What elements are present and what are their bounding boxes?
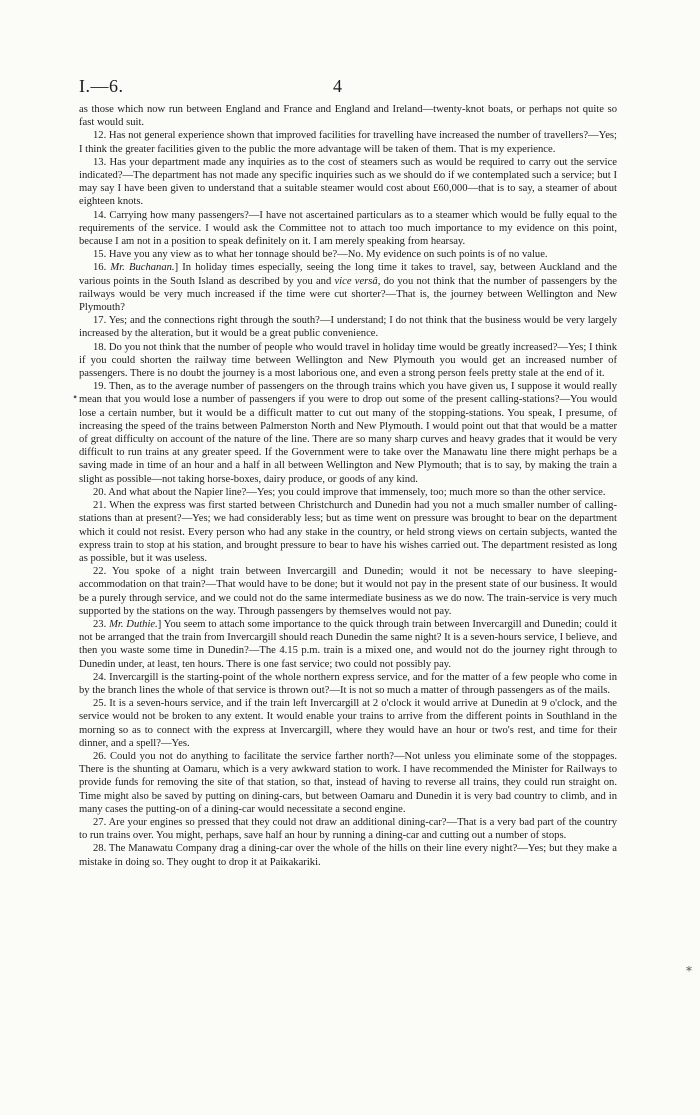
paragraph-q23: 23. Mr. Duthie.] You seem to attach some importance to the quick through train between Invercargill and Dunedin; could it not be arranged that the train from Invercargill should reach Dunedin the same night? It is a seven-hours service, I believe, and then you waste some time in Dunedin?—The 4.15 p.m. train is a mixed one, and would not do the journey right through to Dunedin under, at least, ten hours. There is one fast service; two could not possibly pay. bbox=[79, 618, 617, 670]
paragraph-text: You seem to attach some importance to the quick through train between Invercargill and Dunedin; could it not be arranged that the train from Invercargill should reach Dunedin the same night? It is a seven-hours service, I believe, and then you waste some time in Dunedin?—The 4.15 p.m. train is a mixed one, and would not do the journey right through to Dunedin under, at least, ten hours. There is one fast service; two could not possibly pay. bbox=[79, 618, 617, 670]
paragraph-q17: 17. Yes; and the connections right through the south?—I understand; I do not think that the business would be very largely increased by the alteration, but it would be a great public convenience. bbox=[79, 315, 617, 340]
paragraph-q16: 16. Mr. Buchanan.] In holiday times especially, seeing the long time it takes to travel, say, between Auckland and the various points in the South Island as described by you and vice versâ, do you not think that the number of passengers by the railways would be very much increased if the time were cut shorter?—That is, the journey between Wellington and New Plymouth? bbox=[79, 262, 618, 314]
margin-mark: • bbox=[73, 390, 78, 404]
question-number: 23. bbox=[93, 618, 107, 630]
paragraph-text: In holiday times especially, seeing the long time it takes to travel, say, between Auckland and the various points in the South Island as described by you and bbox=[79, 262, 617, 287]
paragraph-text: do you not think that the number of passengers by the railways would be very much increased if the time were cut shorter?—That is, the journey between Wellington and New Plymouth? bbox=[79, 275, 618, 314]
document-body bbox=[79, 103, 617, 869]
paragraph-q25: 25. It is a seven-hours service, and if the train left Invercargill at 2 o'clock it would arrive at Dunedin at 9 o'clock, and the service would not be broken to any extent. It would enable your trains to arrive from the different points in Southland in the morning so as to connect with the express at Invercargill, where they would have an hour or two's rest, and time for their dinner, and a spell?—Yes. bbox=[79, 698, 617, 749]
paragraph-q22: 22. You spoke of a night train between Invercargill and Dunedin; would it not be necessary to have sleeping-accommodation on that train?—That would have to be done; but it would not pay in the present state of our business. It would be a purely through service, and we could not do the same intermediate business as we do now. The train-service is very much supported by the stations on the way. Through passengers by themselves would not pay. bbox=[79, 566, 617, 617]
question-number: 16. bbox=[93, 262, 107, 274]
speaker-name: Mr. Buchanan. bbox=[110, 262, 175, 274]
paragraph-q15: 15. Have you any view as to what her tonnage should be?—No. My evidence on such points is of no value. bbox=[93, 249, 548, 261]
page-number: 4 bbox=[333, 76, 342, 96]
paragraph-q24: 24. Invercargill is the starting-point of the whole northern express service, and for the matter of a few people who come in by the branch lines the whole of that service is thrown out?—It is not so much a matter of through passengers as of the mails. bbox=[79, 671, 617, 696]
paragraph-q14: 14. Carrying how many passengers?—I have not ascertained particulars as to a steamer which would be fully equal to the requirements of the service. I would ask the Committee not to attach too much importance to my evidence on this point, because I am not in a position to speak definitely on it. I am merely speaking from hearsay. bbox=[79, 209, 617, 248]
page-header bbox=[79, 76, 610, 98]
paragraph-q27: 27. Are your engines so pressed that they could not draw an additional dining-car?—That is a very bad part of the country to run trains over. You might, perhaps, save half an hour by running a dining-car and cutting out a number of stops. bbox=[79, 816, 617, 842]
italic-phrase: vice versâ, bbox=[334, 275, 381, 287]
paragraph-q21: 21. When the express was first started between Christchurch and Dunedin had you not a much smaller number of calling-stations than at present?—Yes; we had considerably less; but as time went on pressure was brought to bear on the department which it could not resist. Every person who had any stake in the country, or held strong views on certain subjects, wanted the express train to stop at his station, and brought pressure to bear to have his wishes carried out. The department resisted as long as possible, but it was useless. bbox=[79, 500, 617, 564]
margin-mark: ⁎ bbox=[686, 960, 692, 974]
paragraph-q18: 18. Do you not think that the number of people who would travel in holiday time would be greatly increased?—Yes; I think if you could shorten the railway time between Wellington and New Plymouth you would get an increased number of passengers. There is no doubt the journey is a most laborious one, and even a strong person feels pretty stale at the end of it. bbox=[79, 341, 617, 380]
paragraph-continuation: as those which now run between England and France and England and Ireland—twenty-knot boats, or perhaps not quite so fast would suit. bbox=[79, 104, 617, 129]
paragraph-q26: 26. Could you not do anything to facilitate the service farther north?—Not unless you eliminate some of the stoppages. There is the shunting at Oamaru, which is a very awkward station to work. I have recommended the Minister for Railways to provide funds for removing the site of that station, so that, instead of having to reverse all trains, they could run straight on. Time might also be saved by putting on dining-cars, but between Oamaru and Dunedin it is very bad country to climb, and in many cases the putting-on of a dining-car would necessitate a second engine. bbox=[79, 750, 617, 815]
paragraph-q19: 19. Then, as to the average number of passengers on the through trains which you have given us, I suppose it would really mean that you would lose a number of passengers if you were to drop out some of the present calling-stations?—You would lose a certain number, but it would be a difficult matter to cut out many of the stopping-stations. You speak, I presume, of increasing the speed of the trains between Palmerston North and New Plymouth. I would point out that that would be a matter of great difficulty on account of the nature of the line. There are so many sharp curves and heavy grades that it would be very difficult to run trains at any greater speed. If the Government were to take over the Manawatu line there might perhaps be a saving made in time of an hour and a half in all between Wellington and New Plymouth; that is to say, by making the train a slight as possible—not taking horse-boxes, dairy produce, or goods of any kind. bbox=[79, 381, 617, 485]
paragraph-q13: 13. Has your department made any inquiries as to the cost of steamers such as would be required to carry out the service indicated?—The department has not made any specific inquiries such as we should do if we contemplated such a service; but I may say I have been given to understand that a suitable steamer would cost about £60,000—that is to say, a steamer of about eighteen knots. bbox=[79, 156, 617, 208]
paragraph-q20: 20. And what about the Napier line?—Yes; you could improve that immensely, too; much more so than the other service. bbox=[93, 486, 606, 498]
paragraph-q28: 28. The Manawatu Company drag a dining-car over the whole of the hills on their line every night?—Yes; but they make a mistake in doing so. They ought to drop it at Paikakariki. bbox=[79, 843, 617, 868]
paragraph-q12: 12. Has not general experience shown that improved facilities for travelling have increased the number of travellers?—Yes; I think the greater facilities given to the public the more advantage will be taken of them. That is my experience. bbox=[79, 130, 617, 155]
speaker-name: Mr. Duthie. bbox=[109, 618, 158, 630]
document-reference: I.—6. bbox=[79, 76, 124, 96]
